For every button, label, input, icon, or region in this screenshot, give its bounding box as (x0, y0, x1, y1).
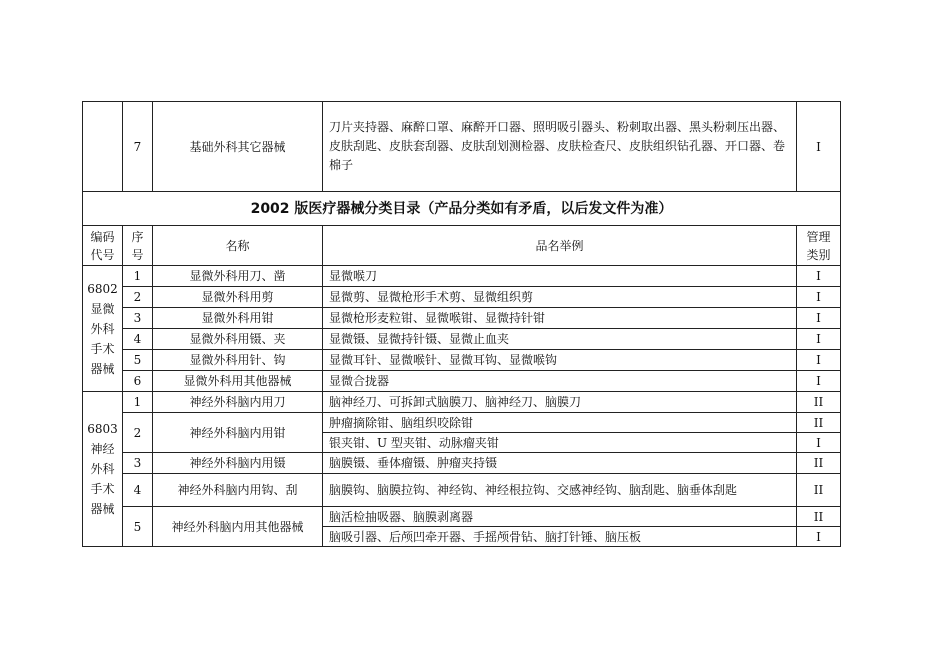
seq-cell: 2 (123, 413, 153, 453)
examples-cell: 刀片夹持器、麻醉口罩、麻醉开口器、照明吸引器头、粉刺取出器、黑头粉刺压出器、皮肤刮匙、皮肤套刮器、皮肤刮划测检器、皮肤检查尺、皮肤组织钻孔器、开口器、卷棉子 (323, 102, 797, 192)
seq-cell: 5 (123, 350, 153, 371)
table-row (83, 453, 841, 474)
examples-cell: 显微镊、显微持针镊、显微止血夹 (323, 329, 797, 350)
seq-cell: 4 (123, 329, 153, 350)
seq-cell: 4 (123, 474, 153, 507)
class-cell: I (797, 371, 841, 392)
examples-cell: 脑膜镊、垂体瘤镊、肿瘤夹持镊 (323, 453, 797, 474)
table-title: 2002 版医疗器械分类目录（产品分类如有矛盾，以后发文件为准） (83, 192, 841, 226)
header-code: 编码代号 (83, 226, 123, 266)
table-row (83, 266, 841, 287)
name-cell: 显微外科用剪 (153, 287, 323, 308)
class-cell: I (797, 102, 841, 192)
name-cell: 神经外科脑内用其他器械 (153, 507, 323, 547)
table-row (83, 329, 841, 350)
table-row (83, 308, 841, 329)
seq-cell: 7 (123, 102, 153, 192)
seq-cell: 3 (123, 308, 153, 329)
name-cell: 显微外科用其他器械 (153, 371, 323, 392)
table-row (83, 474, 841, 507)
class-cell: I (797, 433, 841, 453)
class-cell: II (797, 453, 841, 474)
code-cell (83, 102, 123, 192)
examples-cell: 显微剪、显微枪形手术剪、显微组织剪 (323, 287, 797, 308)
header-row (83, 226, 841, 266)
header-seq: 序号 (123, 226, 153, 266)
catalog-table (82, 101, 841, 547)
table-row (83, 350, 841, 371)
examples-cell: 银夹钳、U 型夹钳、动脉瘤夹钳 (323, 433, 797, 453)
table-row (83, 371, 841, 392)
class-cell: I (797, 350, 841, 371)
class-cell: II (797, 392, 841, 413)
header-examples: 品名举例 (323, 226, 797, 266)
name-cell: 神经外科脑内用镊 (153, 453, 323, 474)
examples-cell: 脑膜钩、脑膜拉钩、神经钩、神经根拉钩、交感神经钩、脑刮匙、脑垂体刮匙 (323, 474, 797, 507)
name-cell: 神经外科脑内用刀 (153, 392, 323, 413)
name-cell: 显微外科用钳 (153, 308, 323, 329)
class-cell: I (797, 308, 841, 329)
examples-cell: 显微喉刀 (323, 266, 797, 287)
table-row (83, 287, 841, 308)
name-cell: 显微外科用镊、夹 (153, 329, 323, 350)
name-cell: 神经外科脑内用钩、刮 (153, 474, 323, 507)
class-cell: I (797, 527, 841, 547)
seq-cell: 1 (123, 266, 153, 287)
examples-cell: 显微耳针、显微喉针、显微耳钩、显微喉钩 (323, 350, 797, 371)
seq-cell: 2 (123, 287, 153, 308)
name-cell: 基础外科其它器械 (153, 102, 323, 192)
class-cell: II (797, 474, 841, 507)
name-cell: 神经外科脑内用钳 (153, 413, 323, 453)
header-class: 管理类别 (797, 226, 841, 266)
seq-cell: 1 (123, 392, 153, 413)
table-row (83, 392, 841, 413)
class-cell: I (797, 287, 841, 308)
examples-cell: 肿瘤摘除钳、脑组织咬除钳 (323, 413, 797, 433)
table-row (83, 102, 841, 192)
examples-cell: 显微枪形麦粒钳、显微喉钳、显微持针钳 (323, 308, 797, 329)
class-cell: I (797, 329, 841, 350)
seq-cell: 6 (123, 371, 153, 392)
name-cell: 显微外科用针、钩 (153, 350, 323, 371)
examples-cell: 显微合拢器 (323, 371, 797, 392)
examples-cell: 脑活检抽吸器、脑膜剥离器 (323, 507, 797, 527)
seq-cell: 3 (123, 453, 153, 474)
table-row (83, 413, 841, 433)
table-row (83, 507, 841, 527)
header-name: 名称 (153, 226, 323, 266)
class-cell: II (797, 507, 841, 527)
group-code-cell: 6802显微外科手术器械 (83, 266, 123, 392)
examples-cell: 脑吸引器、后颅凹牵开器、手摇颅骨钻、脑打针锤、脑压板 (323, 527, 797, 547)
class-cell: II (797, 413, 841, 433)
name-cell: 显微外科用刀、凿 (153, 266, 323, 287)
class-cell: I (797, 266, 841, 287)
title-row (83, 192, 841, 226)
group-code-cell: 6803神经外科手术器械 (83, 392, 123, 547)
examples-cell: 脑神经刀、可拆卸式脑膜刀、脑神经刀、脑膜刀 (323, 392, 797, 413)
seq-cell: 5 (123, 507, 153, 547)
